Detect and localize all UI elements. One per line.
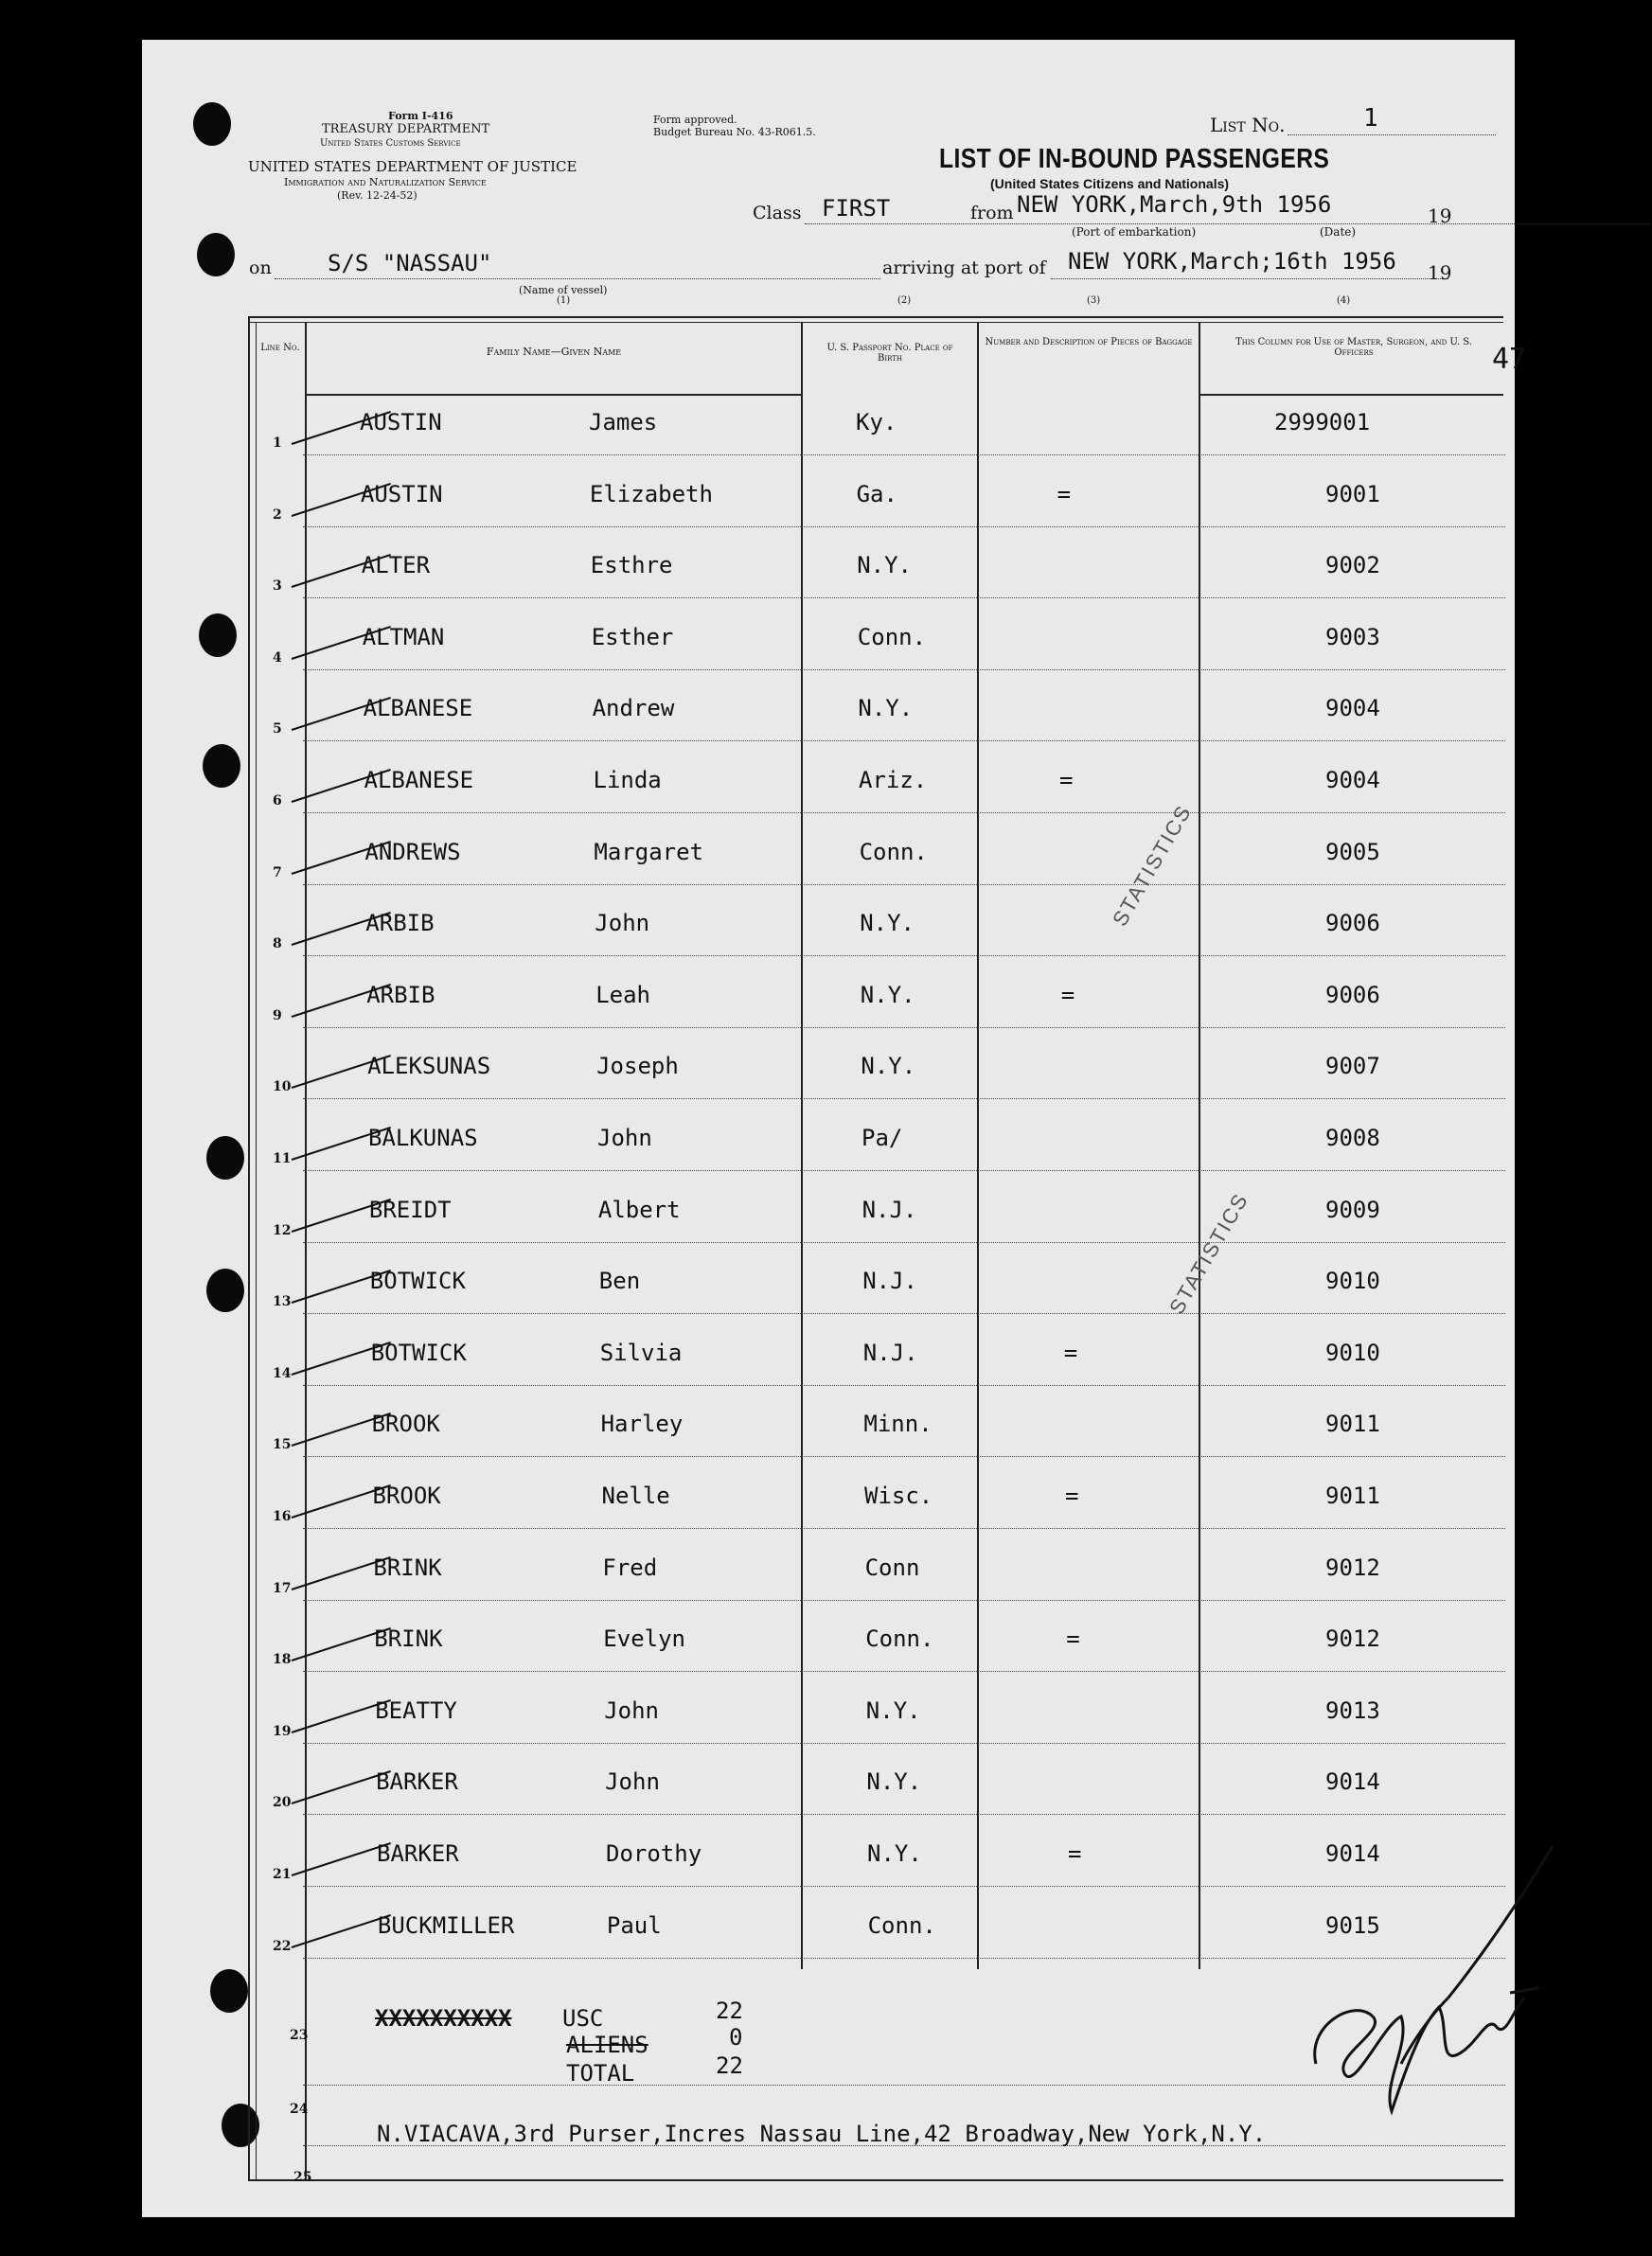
given-name: Nelle	[601, 1483, 670, 1509]
aliens-value: 0	[729, 2024, 743, 2051]
line-number: 19	[273, 1723, 292, 1739]
budget-bureau: Budget Bureau No. 43-R061.5.	[653, 126, 816, 138]
punch-hole	[222, 2104, 259, 2147]
officer-number: 9010	[1325, 1268, 1380, 1295]
line-number-25: 25	[293, 2170, 312, 2185]
given-name: Linda	[593, 767, 662, 793]
line-number: 12	[273, 1222, 292, 1238]
place-of-birth: N.J.	[862, 1339, 918, 1366]
given-name: John	[605, 1768, 660, 1796]
given-name: Fred	[602, 1554, 658, 1581]
given-name: Albert	[597, 1196, 681, 1223]
baggage-mark: =	[1057, 480, 1072, 507]
table-row	[0, 678, 1652, 749]
statistics-stamp-2: STATISTICS	[1164, 1188, 1253, 1319]
immigration-service: Immigration and Naturalization Service	[284, 176, 487, 188]
revision-date: (Rev. 12-24-52)	[337, 189, 417, 202]
handwritten-signature	[1297, 1837, 1581, 2140]
given-name: John	[604, 1696, 659, 1724]
officer-number: 9014	[1325, 1768, 1380, 1796]
total-label: TOTAL	[566, 2060, 635, 2087]
given-name: Silvia	[599, 1339, 683, 1366]
family-name: ALTMAN	[362, 623, 445, 650]
officer-number: 9006	[1325, 981, 1380, 1008]
officer-number: 9012	[1325, 1554, 1380, 1581]
place-of-birth: N.Y.	[866, 1768, 922, 1796]
family-name: AUSTIN	[360, 409, 442, 435]
col-index-4: (4)	[1337, 295, 1351, 306]
given-name: Margaret	[594, 838, 703, 865]
table-row	[0, 607, 1652, 678]
family-name: BRINK	[373, 1554, 442, 1581]
document-title: LIST OF IN-BOUND PASSENGERS	[939, 144, 1330, 174]
table-row	[0, 1608, 1652, 1679]
family-name: BOTWICK	[369, 1268, 466, 1295]
row-line	[303, 1313, 1505, 1315]
officer-number: 9014	[1325, 1840, 1380, 1867]
given-name: Paul	[606, 1911, 662, 1939]
place-of-birth: Ga.	[856, 480, 897, 507]
punch-hole	[210, 1969, 248, 2013]
row-line	[303, 1600, 1505, 1602]
officer-number: 9002	[1325, 552, 1380, 579]
family-name: ALTER	[361, 552, 431, 579]
officer-number: 9007	[1325, 1053, 1380, 1080]
baggage-mark: =	[1059, 767, 1074, 793]
line-number: 9	[273, 1007, 282, 1023]
officer-number: 9008	[1325, 1125, 1380, 1151]
line-number: 8	[273, 936, 282, 952]
given-name: Ben	[598, 1268, 641, 1295]
vessel-caption: (Name of vessel)	[519, 284, 608, 296]
given-name: John	[595, 910, 650, 937]
row-line	[303, 1456, 1505, 1458]
family-name: BOTWICK	[370, 1339, 467, 1366]
given-name: Andrew	[592, 695, 675, 722]
arriving-line	[1051, 278, 1448, 279]
place-of-birth: Conn.	[857, 623, 927, 650]
punch-hole	[197, 233, 235, 276]
line-number: 18	[273, 1652, 292, 1668]
place-of-birth: N.Y.	[867, 1840, 922, 1867]
row-line	[303, 1170, 1505, 1172]
table-row	[0, 1251, 1652, 1322]
treasury-department: TREASURY DEPARTMENT	[322, 122, 490, 136]
table-row	[0, 1537, 1652, 1608]
row-line	[303, 1027, 1505, 1029]
family-name: BARKER	[376, 1768, 458, 1796]
line-number: 16	[273, 1509, 292, 1524]
officer-number: 9003	[1325, 623, 1380, 650]
check-mark	[292, 1914, 391, 1948]
table-row	[0, 750, 1652, 821]
table-row	[0, 1466, 1652, 1537]
year-suffix-2: 19	[1428, 261, 1452, 284]
given-name: Leah	[595, 981, 650, 1008]
line-number: 17	[273, 1580, 292, 1596]
family-name: BREIDT	[368, 1196, 452, 1223]
table-row	[0, 1108, 1652, 1179]
col-header-baggage: Number and Description of Pieces of Baggage	[985, 337, 1193, 347]
row-line	[303, 812, 1505, 814]
on-label: on	[249, 258, 272, 278]
col-header-officers: This Column for Use of Master, Surgeon, and U. S. Officers	[1235, 337, 1472, 358]
vessel-line	[275, 278, 880, 279]
row-line	[303, 597, 1505, 599]
date-caption: (Date)	[1320, 225, 1357, 239]
struck-text: XXXXXXXXXX	[375, 2005, 512, 2032]
family-name: BALKUNAS	[368, 1125, 478, 1151]
from-label: from	[970, 203, 1014, 223]
place-of-birth: N.J.	[862, 1196, 917, 1223]
line-number: 4	[273, 649, 282, 666]
col-header-line: Line No.	[260, 343, 300, 353]
place-of-birth: N.Y.	[860, 981, 915, 1008]
table-row	[0, 1036, 1652, 1107]
officer-number: 9012	[1325, 1625, 1380, 1653]
row-line	[303, 1671, 1505, 1673]
family-name: ANDREWS	[364, 838, 461, 865]
place-of-birth: Conn.	[865, 1625, 934, 1653]
family-name: BROOK	[371, 1411, 440, 1438]
place-of-birth: Ky.	[856, 409, 897, 435]
class-label: Class	[753, 203, 802, 223]
table-row	[0, 1323, 1652, 1394]
purser-signature-line: N.VIACAVA,3rd Purser,Incres Nassau Line,42 Broadway,New York,N.Y.	[377, 2121, 1267, 2147]
document-subtitle: (United States Citizens and Nationals)	[990, 176, 1230, 191]
col-header-passport: U. S. Passport No. Place of Birth	[826, 343, 953, 364]
baggage-mark: =	[1065, 1483, 1079, 1509]
given-name: Dorothy	[606, 1840, 702, 1867]
col-index-1: (1)	[557, 295, 571, 306]
col-index-3: (3)	[1087, 295, 1101, 306]
row-line	[303, 1814, 1505, 1816]
row-line	[303, 740, 1505, 742]
place-of-birth: N.Y.	[865, 1696, 921, 1724]
table-row	[0, 1680, 1652, 1751]
customs-service: United States Customs Service	[320, 138, 461, 149]
place-of-birth: Conn.	[859, 838, 928, 865]
given-name: Harley	[600, 1411, 684, 1438]
table-row	[0, 822, 1652, 893]
page-mark: 47	[1492, 343, 1527, 376]
arrival-value: NEW YORK,March;16th 1956	[1068, 248, 1396, 275]
officer-number: 9005	[1325, 838, 1380, 865]
officer-number: 9011	[1325, 1411, 1380, 1438]
line-number-23: 23	[290, 2028, 309, 2043]
officer-number: 2999001	[1274, 409, 1371, 435]
place-of-birth: N.Y.	[858, 695, 914, 722]
officer-number: 9011	[1325, 1483, 1380, 1509]
place-of-birth: Minn.	[863, 1411, 933, 1438]
officer-number: 9004	[1325, 767, 1380, 793]
line-number: 14	[273, 1365, 292, 1381]
given-name: Evelyn	[603, 1625, 685, 1653]
family-name: ARBIB	[365, 910, 435, 937]
family-name: ARBIB	[366, 981, 435, 1008]
given-name: Esther	[591, 623, 674, 650]
form-number: Form I-416	[388, 110, 453, 122]
line-number: 10	[273, 1079, 292, 1095]
usc-value: 22	[716, 1998, 743, 2024]
table-row	[0, 535, 1652, 606]
class-line	[805, 223, 1652, 224]
table-row	[0, 392, 1652, 463]
line-number: 20	[273, 1795, 292, 1811]
place-of-birth: N.Y.	[860, 910, 915, 937]
baggage-mark: =	[1066, 1625, 1080, 1653]
place-of-birth: Wisc.	[864, 1483, 933, 1509]
table-row	[0, 965, 1652, 1036]
given-name: James	[589, 409, 658, 435]
row-line	[303, 884, 1505, 886]
place-of-birth: Conn	[864, 1554, 920, 1581]
given-name: Elizabeth	[589, 480, 713, 507]
place-of-birth: Ariz.	[859, 767, 928, 793]
line-number: 11	[273, 1151, 292, 1166]
col-index-2: (2)	[897, 295, 912, 306]
justice-department: UNITED STATES DEPARTMENT OF JUSTICE	[248, 158, 577, 175]
given-name: John	[597, 1125, 652, 1151]
baggage-mark: =	[1068, 1840, 1082, 1867]
officer-number: 9009	[1325, 1196, 1380, 1223]
line-number: 21	[273, 1867, 292, 1882]
line-number: 5	[273, 721, 282, 737]
line-number: 2	[273, 506, 282, 523]
line-number: 3	[273, 578, 282, 595]
family-name: ALBANESE	[364, 767, 474, 793]
table-row	[0, 1180, 1652, 1251]
table-row	[0, 893, 1652, 964]
row-line	[303, 526, 1505, 528]
punch-hole	[193, 102, 231, 146]
col-header-name: Family Name—Given Name	[486, 346, 622, 358]
officer-number: 9001	[1325, 480, 1380, 507]
place-of-birth: Conn.	[867, 1911, 936, 1939]
aliens-label: ALIENS	[566, 2032, 648, 2058]
vessel-name: S/S "NASSAU"	[328, 250, 492, 276]
table-top-rule	[248, 316, 1503, 318]
family-name: AUSTIN	[360, 480, 443, 507]
table-row	[0, 1394, 1652, 1465]
family-name: BEATTY	[375, 1696, 457, 1724]
line-number: 1	[273, 435, 282, 451]
line-number-24: 24	[290, 2102, 309, 2117]
baggage-mark: =	[1060, 981, 1075, 1008]
place-of-birth: N.J.	[862, 1268, 917, 1295]
line-number: 15	[273, 1437, 292, 1453]
line-number: 13	[273, 1294, 292, 1310]
given-name: Joseph	[596, 1053, 679, 1080]
place-of-birth: N.Y.	[861, 1053, 916, 1080]
list-no-value: 1	[1363, 104, 1378, 133]
list-no-line	[1288, 134, 1496, 135]
officer-number: 9015	[1325, 1911, 1380, 1939]
row-line	[303, 1385, 1505, 1387]
embarkation-value: NEW YORK,March,9th 1956	[1017, 191, 1332, 218]
family-name: BUCKMILLER	[377, 1911, 515, 1939]
statistics-stamp: STATISTICS	[1108, 800, 1197, 931]
usc-label: USC	[562, 2005, 604, 2032]
row-line	[303, 1528, 1505, 1530]
family-name: ALEKSUNAS	[367, 1053, 491, 1080]
officer-number: 9013	[1325, 1696, 1380, 1724]
family-name: BROOK	[372, 1483, 441, 1509]
place-of-birth: Pa/	[862, 1125, 903, 1151]
line-number: 7	[273, 864, 282, 880]
line-number: 22	[273, 1938, 292, 1954]
class-value: FIRST	[822, 195, 891, 222]
list-no-label: List No.	[1210, 114, 1286, 136]
line-number: 6	[273, 793, 282, 808]
officer-number: 9010	[1325, 1339, 1380, 1366]
given-name: Esthre	[590, 552, 673, 579]
year-suffix: 19	[1428, 204, 1452, 227]
total-value: 22	[716, 2052, 743, 2079]
arriving-label: arriving at port of	[882, 258, 1046, 278]
form-approved: Form approved.	[653, 114, 737, 126]
row-line	[303, 1743, 1505, 1745]
row-line	[303, 454, 1505, 456]
place-of-birth: N.Y.	[857, 552, 912, 579]
row-line	[303, 1242, 1505, 1244]
port-embark-caption: (Port of embarkation)	[1072, 225, 1197, 239]
row-line	[303, 955, 1505, 957]
family-name: BRINK	[374, 1625, 443, 1653]
row-line	[303, 669, 1505, 671]
table-top-rule-2	[248, 322, 1503, 323]
row-line	[303, 1098, 1505, 1100]
table-row	[0, 464, 1652, 535]
table-bottom-rule	[248, 2179, 1503, 2181]
officer-number: 9004	[1325, 695, 1380, 722]
family-name: ALBANESE	[363, 695, 473, 722]
baggage-mark: =	[1063, 1339, 1078, 1366]
officer-number: 9006	[1325, 910, 1380, 937]
family-name: BARKER	[377, 1840, 459, 1867]
table-row	[0, 1751, 1652, 1822]
